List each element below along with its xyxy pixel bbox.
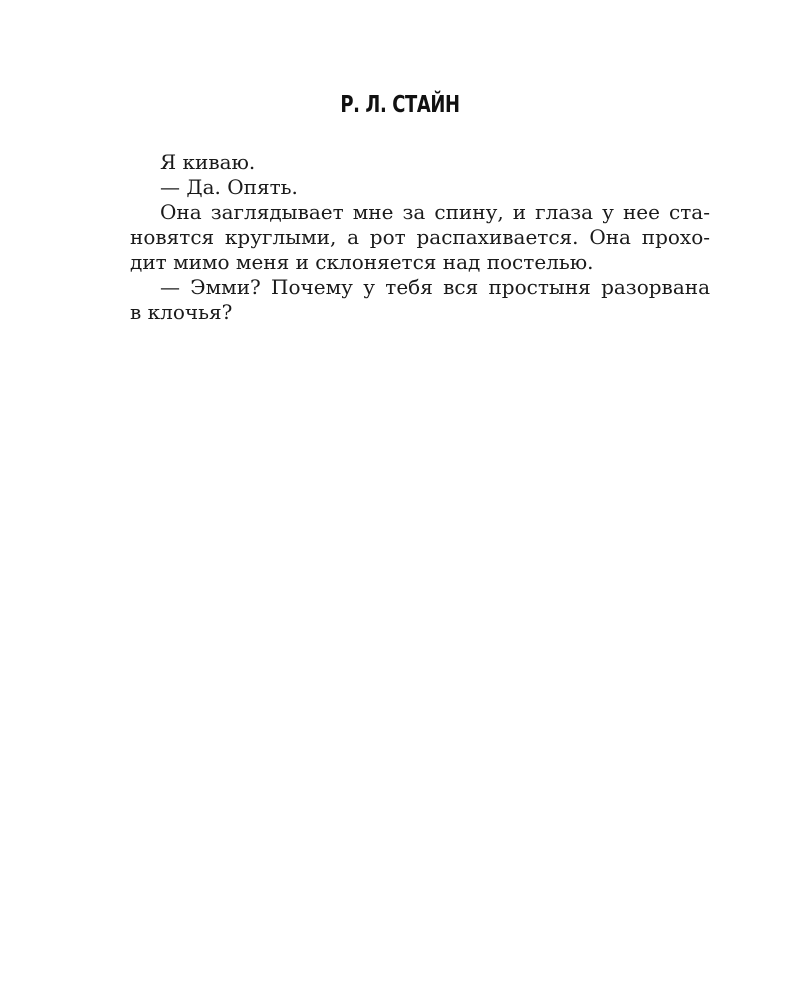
text-line-7: в клочья?: [130, 300, 233, 324]
text-line-5: дит мимо меня и склоняется над постелью.: [130, 250, 594, 274]
text-line-6: — Эмми? Почему у тебя вся простыня разорвана: [160, 275, 710, 299]
body-text: [130, 150, 710, 325]
text-line-2: — Да. Опять.: [160, 175, 298, 199]
text-line-3: Она заглядывает мне за спину, и глаза у нее ста-: [160, 200, 710, 224]
running-head-author: Р. Л. СТАЙН: [340, 92, 460, 118]
text-line-1: Я киваю.: [160, 150, 256, 174]
text-line-4: новятся круглыми, а рот распахивается. Она прохо-: [130, 225, 710, 249]
